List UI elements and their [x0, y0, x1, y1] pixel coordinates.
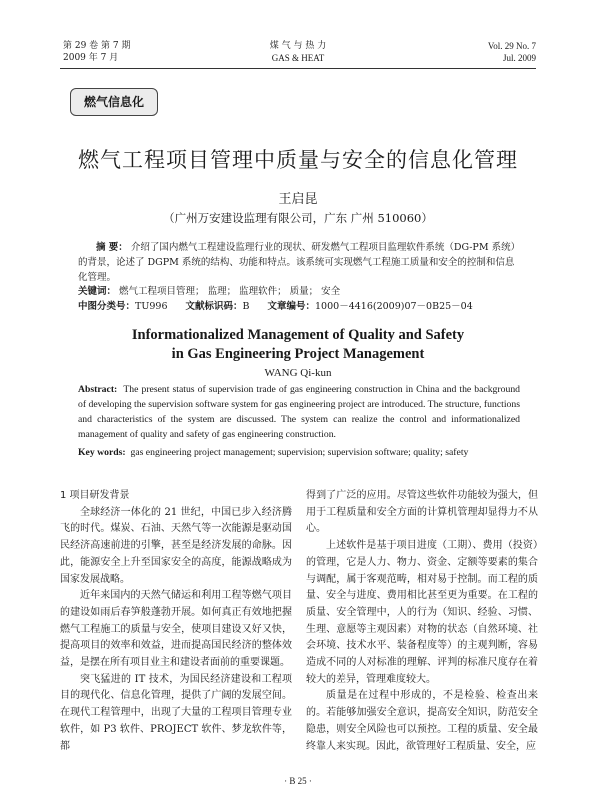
keywords-en-text: gas engineering project management; supervision; supervision software; quality; safety: [130, 447, 469, 458]
abstract-en: [78, 382, 520, 442]
article-title-cn: 燃气工程项目管理中质量与安全的信息化管理: [78, 148, 518, 172]
clc-value: TU996: [135, 301, 168, 312]
volume-issue-en: Vol. 29 No. 7: [487, 41, 536, 51]
abstract-en-text: The present status of supervision trade of gas engineering construction in China and the background of developing the supervision software system for gas engineering project are introduced. The structure, functions and characteristics of the system are discussed. The system can realize the control and informationalized management of quality and safety of gas engineering construction.: [78, 384, 521, 440]
column-badge: 燃气信息化: [70, 88, 158, 116]
journal-name-cn: 煤 气 与 热 力: [269, 41, 327, 51]
clc-label: 中图分类号：: [78, 301, 136, 312]
issue-date-en: Jul. 2009: [502, 53, 536, 63]
body-paragraph: 近年来国内的天然气储运和利用工程等燃气项目的建设如雨后春笋般蓬勃开展。如何真正有效地把握燃气工程施工的质量与安全，使项目建设又好又快，提高项目的效率和效益，进而提高国民经济的整体效益，是摆在所有项目业主和建设者面前的重要课题。: [60, 590, 292, 669]
keywords-cn-text: 燃气工程项目管理； 监理； 监理软件； 质量； 安全: [119, 286, 341, 297]
abstract-cn: [78, 240, 520, 285]
article-title-en: [0, 326, 596, 364]
journal-name-en: GAS & HEAT: [271, 53, 325, 63]
journal-volume-info-en: [488, 40, 536, 64]
body-column-right: [306, 488, 538, 755]
header-rule: [60, 68, 536, 69]
keywords-en: [78, 445, 520, 460]
doc-code-label: 文献标识码：: [185, 301, 243, 312]
running-header: [0, 0, 596, 72]
page-number: · B 25 ·: [284, 776, 312, 786]
article-no-label: 文章编号：: [267, 301, 316, 312]
issue-date: 2009 年 7 月: [63, 53, 119, 63]
author-cn: 王启昆: [278, 192, 318, 207]
body-paragraph: 突飞猛进的 IT 技术，为国民经济建设和工程项目的现代化、信息化管理，提供了广阔的发展空间。在现代工程管理中，出现了大量的工程项目管理专业软件，如 P3 软件、PROJECT 软件、梦龙软件等，都: [60, 673, 292, 752]
body-paragraph: 全球经济一体化的 21 世纪，中国已步入经济腾飞的时代。煤炭、石油、天然气等一次能源是驱动国民经济高速前进的引擎，甚至是经济发展的命脉。因此，能源安全上升至国家安全的高度，能源战略成为国家发展战略。: [60, 506, 292, 585]
section-heading: 1 项目研发背景: [60, 490, 130, 501]
affiliation-cn: （广州万安建设监理有限公司，广东 广州 510060）: [163, 211, 433, 225]
abstract-cn-label: 摘 要：: [96, 242, 128, 253]
article-no-value: 1000－4416(2009)07－0B25－04: [315, 301, 473, 312]
keywords-cn-label: 关键词：: [78, 286, 117, 297]
article-title-en-line2: in Gas Engineering Project Management: [171, 346, 425, 362]
body-paragraph: 得到了广泛的应用。尽管这些软件功能较为强大，但用于工程质量和安全方面的计算机管理却显得力不从心。: [306, 490, 538, 535]
body-paragraph: 质量是在过程中形成的，不是检验、检查出来的。若能够加强安全意识，提高安全知识，防范安全隐患，则安全风险也可以预控。工程的质量、安全最终靠人来实现。因此，欲管理好工程质量、安全，应: [306, 690, 538, 752]
abstract-en-label: Abstract:: [78, 384, 118, 395]
doc-code-value: B: [242, 301, 250, 312]
body-column-left: [60, 488, 292, 755]
article-title-en-line1: Informationalized Management of Quality and Safety: [131, 327, 465, 343]
keywords-cn: [78, 284, 520, 299]
classification-line: [78, 299, 520, 314]
body-paragraph: 上述软件是基于项目进度（工期）、费用（投资）的管理，它是人力、物力、资金、定额等要素的集合与调配，属于客观范畴，相对易于控制。而工程的质量、安全与进度、费用相比甚至更为重要。在工程的质量、安全管理中，人的行为（知识、经验、习惯、生理、意愿等主观因素）对物的状态（自然环境、社会环境、技术水平、装备程度等）的主观判断，容易造成不同的人对标准的理解、评判的标准尺度存在着较大的差异，管理难度较大。: [306, 540, 538, 685]
volume-issue: 第 29 卷 第 7 期: [63, 41, 131, 51]
keywords-en-label: Key words:: [78, 447, 126, 458]
abstract-cn-text: 介绍了国内燃气工程建设监理行业的现状、研发燃气工程项目监理软件系统（DG-PM 系统）的背景，论述了 DGPM 系统的结构、功能和特点。该系统可实现燃气工程施工质量和安全的控制和信息化管理。: [78, 242, 516, 283]
author-en: WANG Qi-kun: [264, 367, 332, 379]
